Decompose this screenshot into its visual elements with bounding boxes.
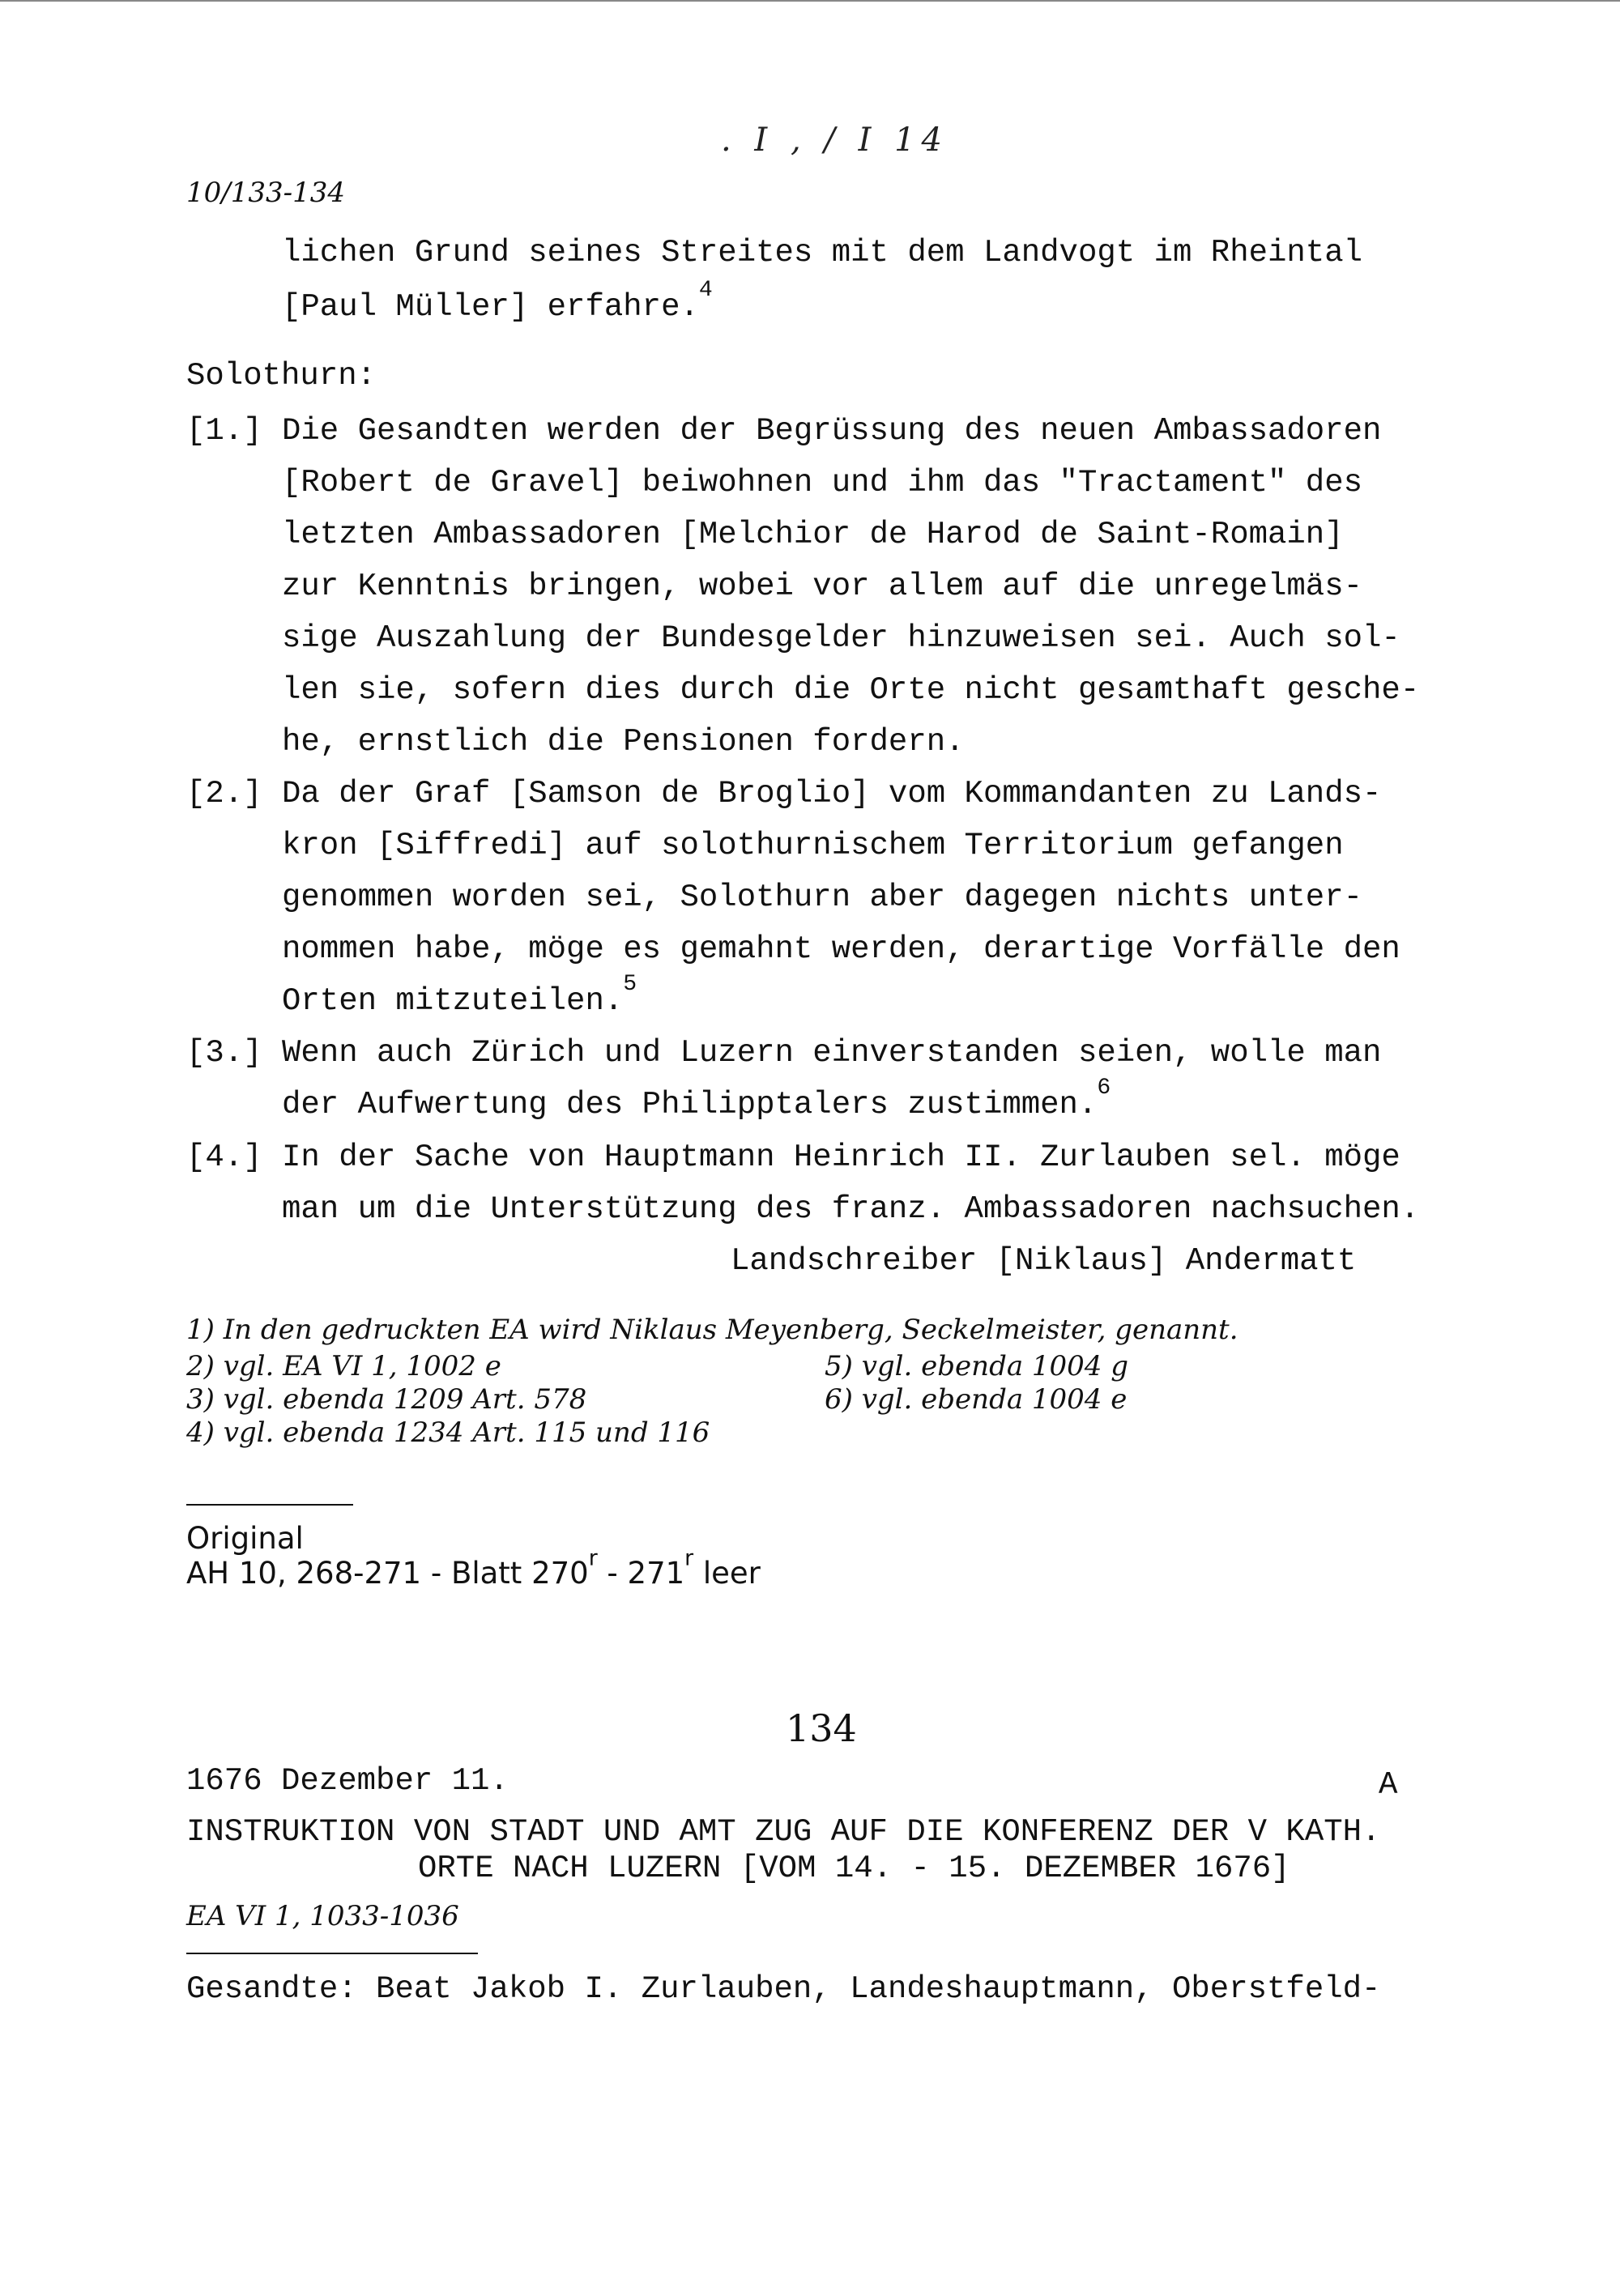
item2-line: kron [Siffredi] auf solothurnischem Territorium gefangen — [282, 828, 1344, 863]
section-heading-solothurn: Solothurn: — [186, 358, 377, 394]
item-number: [3.] — [186, 1035, 262, 1071]
item-number: [2.] — [186, 776, 262, 811]
footnote: 4) vgl. ebenda 1234 Art. 115 und 116 — [186, 1416, 710, 1449]
source-reference: AH 10, 268-271 - Blatt 270$^r$ - 271$^r$ leer — [186, 1545, 761, 1591]
document-divider — [186, 1953, 478, 1954]
footnote: 1) In den gedruckten EA wird Niklaus Meyenberg, Seckelmeister, genannt. — [186, 1314, 1238, 1346]
footnote-ref: 4 — [698, 278, 713, 304]
footnote: 6) vgl. ebenda 1004 e — [825, 1383, 1128, 1416]
footnote-ref: 6 — [1097, 1076, 1111, 1101]
item2-line: nommen habe, möge es gemahnt werden, derartige Vorfälle den — [282, 931, 1400, 967]
item3-line: der Aufwertung des Philipptalers zustimmen.$^6$ — [282, 1076, 1111, 1122]
source-divider — [186, 1504, 353, 1506]
footnote: 3) vgl. ebenda 1209 Art. 578 — [186, 1383, 587, 1416]
document-marker: A — [1379, 1767, 1398, 1803]
footnote: 5) vgl. ebenda 1004 g — [825, 1350, 1129, 1382]
item1-line: sige Auszahlung der Bundesgelder hinzuweisen sei. Auch sol- — [282, 620, 1400, 656]
envoys-line: Gesandte: Beat Jakob I. Zurlauben, Landeshauptmann, Oberstfeld- — [186, 1971, 1381, 2007]
body-line: [Paul Müller] erfahre.$^4$ — [282, 278, 713, 325]
document-date: 1676 Dezember 11. — [186, 1763, 509, 1799]
item2-line: Da der Graf [Samson de Broglio] vom Kommandanten zu Lands- — [282, 776, 1382, 811]
item2-line: Orten mitzuteilen.$^5$ — [282, 972, 637, 1019]
item2-line: genommen worden sei, Solothurn aber dagegen nichts unter- — [282, 880, 1363, 915]
scan-top-edge — [0, 0, 1620, 2]
item1-line: [Robert de Gravel] beiwohnen und ihm das "Tractament" des — [282, 465, 1363, 501]
item1-line: letzten Ambassadoren [Melchior de Harod de Saint-Romain] — [282, 517, 1344, 552]
signature: Landschreiber [Niklaus] Andermatt — [731, 1243, 1357, 1279]
item-number: [1.] — [186, 413, 262, 449]
item4-line: In der Sache von Hauptmann Heinrich II. Zurlauben sel. möge — [282, 1139, 1400, 1175]
ea-reference: EA VI 1, 1033-1036 — [186, 1900, 459, 1932]
item3-line: Wenn auch Zürich und Luzern einverstanden seien, wolle man — [282, 1035, 1382, 1071]
source-label: Original — [186, 1521, 304, 1556]
footnote-ref: 5 — [623, 972, 637, 998]
document-number: 134 — [786, 1706, 857, 1750]
body-line: lichen Grund seines Streites mit dem Landvogt im Rheintal — [282, 235, 1363, 270]
item1-line: he, ernstlich die Pensionen fordern. — [282, 724, 965, 760]
document-title: INSTRUKTION VON STADT UND AMT ZUG AUF DIE KONFERENZ DER V KATH. — [186, 1814, 1381, 1850]
item1-line: Die Gesandten werden der Begrüssung des neuen Ambassadoren — [282, 413, 1382, 449]
handwritten-folio-number: . I , / I 14 — [721, 121, 949, 159]
item1-line: zur Kenntnis bringen, wobei vor allem auf die unregelmäs- — [282, 569, 1363, 604]
item1-line: len sie, sofern dies durch die Orte nicht gesamthaft gesche- — [282, 672, 1420, 708]
item4-line: man um die Unterstützung des franz. Ambassadoren nachsuchen. — [282, 1191, 1420, 1227]
item-number: [4.] — [186, 1139, 262, 1175]
document-title: ORTE NACH LUZERN [VOM 14. - 15. DEZEMBER 1676] — [418, 1851, 1290, 1886]
reference-line: 10/133-134 — [186, 177, 345, 209]
footnote: 2) vgl. EA VI 1, 1002 e — [186, 1350, 501, 1382]
